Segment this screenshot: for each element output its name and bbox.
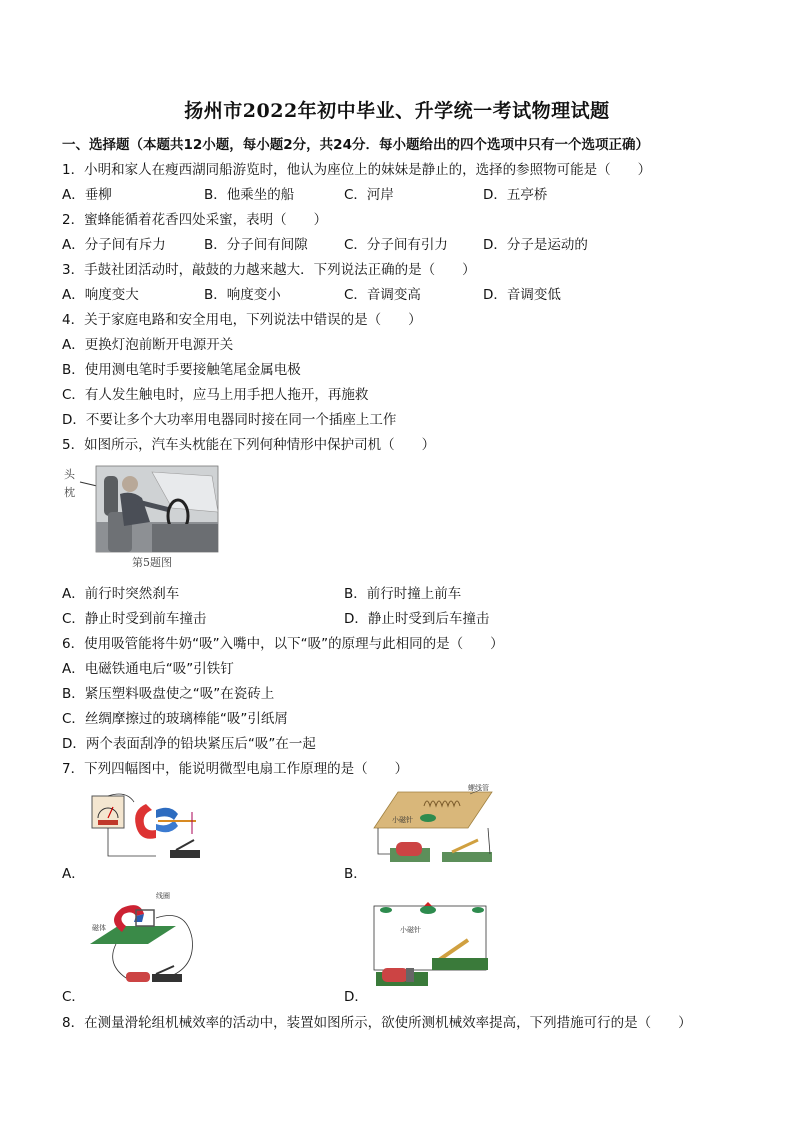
q3-option-a: A．响度变大 [62, 287, 139, 303]
q7-figure-c-motor [86, 888, 202, 992]
q7-label-b: B． [344, 866, 367, 882]
q5-option-b: B．前行时撞上前车 [344, 586, 462, 602]
question-8-stem: 8．在测量滑轮组机械效率的活动中，装置如图所示，欲使所测机械效率提高，下列措施可行的是（ ） [62, 1015, 692, 1031]
q5-figure [62, 462, 222, 572]
q3-option-b: B．响度变小 [204, 287, 281, 303]
question-7-stem: 7．下列四幅图中，能说明微型电扇工作原理的是（ ） [62, 761, 409, 777]
q5-option-c: C．静止时受到前车撞击 [62, 611, 207, 627]
q1-option-c: C．河岸 [344, 187, 394, 203]
question-6-stem: 6．使用吸管能将牛奶“吸”入嘴中，以下“吸”的原理与此相同的是（ ） [62, 636, 504, 652]
q7-fig-d-needle-label: 小磁针 [400, 926, 421, 934]
q4-option-a: A．更换灯泡前断开电源开关 [62, 337, 234, 353]
q7-figure-d-oersted [370, 896, 492, 992]
question-1-stem: 1．小明和家人在瘦西湖同船游览时，他认为座位上的妹妹是静止的，选择的参照物可能是（ ） [62, 162, 652, 178]
q2-option-b: B．分子间有间隙 [204, 237, 308, 253]
q4-option-b: B．使用测电笔时手要接触笔尾金属电极 [62, 362, 301, 378]
q2-option-a: A．分子间有斥力 [62, 237, 166, 253]
q7-label-a: A． [62, 866, 85, 882]
q6-option-d: D．两个表面刮净的铅块紧压后“吸”在一起 [62, 736, 316, 752]
q1-option-a: A．垂柳 [62, 187, 112, 203]
q1-option-b: B．他乘坐的船 [204, 187, 295, 203]
q1-option-d: D．五亭桥 [483, 187, 548, 203]
section-heading: 一、选择题（本题共12小题，每小题2分，共24分．每小题给出的四个选项中只有一个选项正确） [62, 137, 649, 153]
q7-fig-c-magnet-label: 磁体 [92, 924, 106, 932]
q7-figure-a-generator [86, 790, 208, 868]
q6-option-b: B．紧压塑料吸盘使之“吸”在瓷砖上 [62, 686, 275, 702]
q3-option-c: C．音调变高 [344, 287, 421, 303]
q5-figure-label: 头枕 [64, 468, 75, 499]
question-4-stem: 4．关于家庭电路和安全用电，下列说法中错误的是（ ） [62, 312, 422, 328]
q7-fig-b-needle-label: 小磁针 [392, 816, 413, 824]
q7-fig-c-coil-label: 线圈 [156, 892, 170, 900]
q7-label-d: D． [344, 989, 368, 1005]
q2-option-d: D．分子是运动的 [483, 237, 588, 253]
q6-option-c: C．丝绸摩擦过的玻璃棒能“吸”引纸屑 [62, 711, 288, 727]
question-2-stem: 2．蜜蜂能循着花香四处采蜜，表明（ ） [62, 212, 328, 228]
q7-fig-b-coil-label: 螺线管 [468, 784, 489, 792]
q5-option-d: D．静止时受到后车撞击 [344, 611, 490, 627]
car-headrest-illustration [62, 462, 222, 554]
question-3-stem: 3．手鼓社团活动时，敲鼓的力越来越大．下列说法正确的是（ ） [62, 262, 476, 278]
q6-option-a: A．电磁铁通电后“吸”引铁钉 [62, 661, 234, 677]
q5-option-a: A．前行时突然刹车 [62, 586, 180, 602]
page-title: 扬州市2022年初中毕业、升学统一考试物理试题 [184, 100, 610, 122]
q3-option-d: D．音调变低 [483, 287, 561, 303]
q5-figure-caption: 第5题图 [132, 556, 172, 569]
q7-figure-b-solenoid [368, 784, 496, 872]
q4-option-c: C．有人发生触电时，应马上用手把人拖开，再施救 [62, 387, 369, 403]
q2-option-c: C．分子间有引力 [344, 237, 448, 253]
q7-label-c: C． [62, 989, 85, 1005]
q4-option-d: D．不要让多个大功率用电器同时接在同一个插座上工作 [62, 412, 397, 428]
question-5-stem: 5．如图所示，汽车头枕能在下列何种情形中保护司机（ ） [62, 437, 436, 453]
